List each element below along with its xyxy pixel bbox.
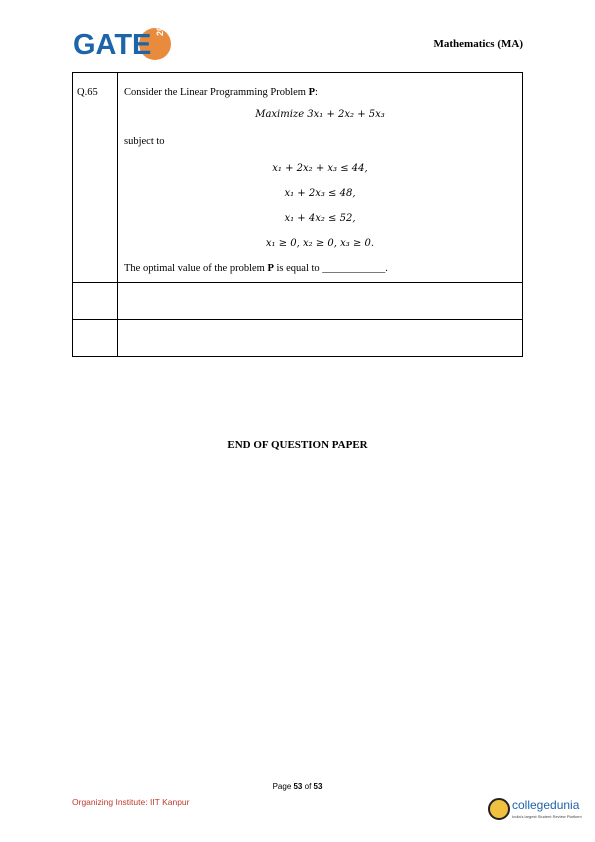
logo-text: GATE (73, 29, 152, 61)
subject-title: Mathematics (MA) (433, 38, 523, 50)
constraint-3: x₁ + 4x₂ ≤ 52, (284, 213, 356, 224)
answer-prompt: The optimal value of the problem P is equal to ____________. (124, 263, 388, 274)
question-row (73, 73, 523, 283)
subject-to-label: subject to (124, 136, 165, 147)
page-number: Page 53 of 53 (272, 782, 323, 791)
brand-name: collegedunia (512, 798, 580, 812)
empty-row-2 (73, 320, 523, 357)
empty-cell (73, 283, 118, 320)
brand-tagline: India's largest Student Review Platform (512, 814, 582, 819)
mascot-icon (488, 798, 510, 820)
organizing-institute: Organizing Institute: IIT Kanpur (72, 797, 190, 807)
question-table (72, 72, 523, 357)
constraint-1: x₁ + 2x₂ + x₃ ≤ 44, (272, 163, 368, 174)
end-of-paper: END OF QUESTION PAPER (227, 439, 368, 451)
question-intro: Consider the Linear Programming Problem P: (124, 87, 318, 98)
empty-row-1 (73, 283, 523, 320)
empty-cell (118, 283, 523, 320)
empty-cell (118, 320, 523, 357)
logo-year: 2023 (155, 15, 165, 36)
empty-cell (73, 320, 118, 357)
question-body (118, 73, 523, 283)
collegedunia-logo (488, 796, 593, 826)
constraint-2: x₁ + 2x₃ ≤ 48, (284, 188, 356, 199)
nonnegativity-constraint: x₁ ≥ 0, x₂ ≥ 0, x₃ ≥ 0. (265, 238, 375, 249)
gate-logo (73, 15, 183, 70)
objective-function: Maximize 3x₁ + 2x₂ + 5x₃ (255, 109, 385, 120)
question-number: Q.65 (73, 73, 118, 283)
